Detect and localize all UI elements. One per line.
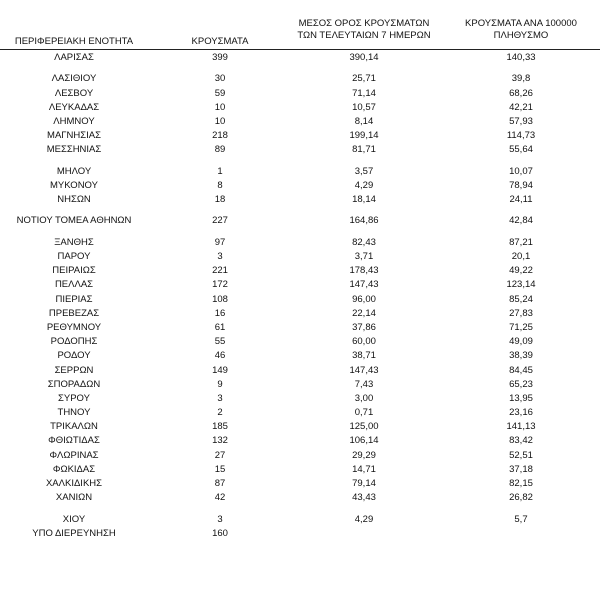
per-100000-cell: 82,15 [509,478,533,489]
per-100000-cell: 26,82 [509,492,533,504]
per-100000-cell: 49,22 [509,265,533,277]
avg-7-days-cell: 82,43 [352,236,376,248]
region-name-cell: ΜΥΚΟΝΟΥ [50,179,98,191]
avg-7-days-cell: 4,29 [354,179,374,191]
region-name-cell: ΤΡΙΚΑΛΩΝ [50,421,98,433]
table-row [0,378,600,392]
table-row [0,72,600,86]
region-name-cell: ΦΩΚΙΔΑΣ [52,463,96,475]
cases-cell: 18 [214,194,226,206]
avg-7-days-cell: 60,00 [352,336,376,348]
region-name-cell: ΜΑΓΝΗΣΙΑΣ [47,130,101,142]
table-row [0,214,600,228]
avg-7-days-cell: 7,43 [354,378,374,390]
table-row [0,307,600,321]
cases-cell: 42 [214,492,226,504]
cases-cell: 1 [217,165,223,177]
per-100000-cell: 123,14 [506,279,536,291]
table-row [0,236,600,250]
per-100000-cell: 37,18 [509,463,533,475]
avg-7-days-cell: 29,29 [352,449,376,461]
avg-7-days-cell: 199,14 [349,130,379,142]
per-100000-cell: 141,13 [506,421,536,433]
avg-7-days-cell: 8,14 [354,115,374,127]
table-row [0,349,600,363]
cases-cell: 89 [214,144,226,156]
table-row [0,527,600,541]
per-100000-cell: 57,93 [509,115,533,127]
avg-7-days-cell: 125,00 [349,421,379,433]
cases-cell: 87 [214,478,226,489]
cases-cell: 2 [217,407,223,419]
region-name-cell: ΥΠΟ ΔΙΕΡΕΥΝΗΣΗ [32,527,116,539]
cases-cell: 8 [217,179,223,191]
per-100000-cell: 140,33 [506,52,536,63]
region-name-cell: ΣΠΟΡΑΔΩΝ [47,378,101,390]
header-per-line1: ΚΡΟΥΣΜΑΤΑ ΑΝΑ 100000 [465,18,577,29]
region-name-cell: ΧΑΛΚΙΔΙΚΗΣ [45,478,103,489]
header-per-100000 [451,18,591,42]
table-row [0,193,600,207]
cases-cell: 55 [214,336,226,348]
avg-7-days-cell: 96,00 [352,293,376,305]
region-name-cell: ΜΕΣΣΗΝΙΑΣ [46,144,102,156]
region-name-cell: ΡΟΔΟΠΗΣ [50,336,98,348]
cases-cell: 59 [214,87,226,99]
region-name-cell: ΠΙΕΡΙΑΣ [55,293,93,305]
cases-cell: 3 [217,251,223,262]
table-row [0,406,600,420]
avg-7-days-cell: 22,14 [352,307,376,319]
per-100000-cell: 84,45 [509,364,533,376]
table-row [0,434,600,448]
avg-7-days-cell: 3,57 [354,165,374,177]
per-100000-cell: 87,21 [509,236,533,248]
cases-cell: 227 [212,215,228,227]
cases-cell: 9 [217,378,223,390]
avg-7-days-cell: 81,71 [352,144,376,156]
region-name-cell: ΞΑΝΘΗΣ [54,236,94,248]
per-100000-cell: 85,24 [509,293,533,305]
per-100000-cell: 65,23 [509,378,533,390]
avg-7-days-cell: 4,29 [354,513,374,525]
table-row [0,250,600,264]
avg-7-days-cell: 178,43 [349,265,379,277]
avg-7-days-cell: 164,86 [349,215,379,227]
table-row [0,335,600,349]
cases-cell: 160 [212,527,228,539]
per-100000-cell: 24,11 [509,194,533,206]
per-100000-cell: 52,51 [509,449,533,461]
region-name-cell: ΦΘΙΩΤΙΔΑΣ [48,435,100,447]
cases-cell: 172 [212,279,228,291]
region-name-cell: ΜΗΛΟΥ [56,165,92,177]
header-avg-line1: ΜΕΣΟΣ ΟΡΟΣ ΚΡΟΥΣΜΑΤΩΝ [298,18,430,29]
avg-7-days-cell: 10,57 [352,101,376,113]
region-name-cell: ΛΗΜΝΟΥ [53,115,95,127]
per-100000-cell: 5,7 [514,513,528,525]
avg-7-days-cell: 79,14 [352,478,376,489]
avg-7-days-cell: 18,14 [352,194,376,206]
region-name-cell: ΤΗΝΟΥ [57,407,91,419]
cases-cell: 185 [212,421,228,433]
table-row [0,449,600,463]
region-name-cell: ΛΕΣΒΟΥ [54,87,94,99]
region-name-cell: ΧΑΝΙΩΝ [55,492,93,504]
region-name-cell: ΣΥΡΟΥ [58,392,90,404]
region-name-cell: ΝΟΤΙΟΥ ΤΟΜΕΑ ΑΘΗΝΩΝ [16,215,132,227]
region-name-cell: ΡΟΔΟΥ [57,350,91,362]
cases-cell: 221 [212,265,228,277]
table-row [0,115,600,129]
table-row [0,101,600,115]
avg-7-days-cell: 147,43 [349,279,379,291]
cases-cell: 149 [212,364,228,376]
table-row [0,321,600,335]
cases-cell: 3 [217,392,223,404]
table-row [0,179,600,193]
per-100000-cell: 38,39 [509,350,533,362]
cases-table [0,51,600,541]
per-100000-cell: 83,42 [509,435,533,447]
region-name-cell: ΧΙΟΥ [62,513,86,525]
region-name-cell: ΦΛΩΡΙΝΑΣ [49,449,99,461]
per-100000-cell: 27,83 [509,307,533,319]
header-region: ΠΕΡΙΦΕΡΕΙΑΚΗ ΕΝΟΤΗΤΑ [14,36,134,47]
per-100000-cell: 42,84 [509,215,533,227]
avg-7-days-cell: 43,43 [352,492,376,504]
per-100000-cell: 55,64 [509,144,533,156]
table-row [0,477,600,491]
region-name-cell: ΣΕΡΡΩΝ [54,364,94,376]
table-row [0,491,600,505]
cases-cell: 16 [214,307,226,319]
cases-cell: 61 [214,321,226,333]
table-row [0,463,600,477]
region-name-cell: ΛΕΥΚΑΔΑΣ [48,101,100,113]
per-100000-cell: 13,95 [509,392,533,404]
table-row [0,129,600,143]
cases-cell: 3 [217,513,223,525]
cases-cell: 132 [212,435,228,447]
region-name-cell: ΠΑΡΟΥ [57,251,91,262]
avg-7-days-cell: 0,71 [354,407,374,419]
avg-7-days-cell: 106,14 [349,435,379,447]
header-avg-line2: ΤΩΝ ΤΕΛΕΥΤΑΙΩΝ 7 ΗΜΕΡΩΝ [297,30,431,41]
table-row [0,392,600,406]
avg-7-days-cell: 3,71 [354,251,374,262]
region-name-cell: ΠΕΛΛΑΣ [54,279,94,291]
table-row [0,264,600,278]
per-100000-cell: 20,1 [511,251,531,262]
cases-cell: 30 [214,73,226,85]
cases-cell: 10 [214,115,226,127]
avg-7-days-cell: 38,71 [352,350,376,362]
cases-cell: 399 [212,52,228,63]
per-100000-cell: 114,73 [506,130,536,142]
table-row [0,165,600,179]
avg-7-days-cell: 37,86 [352,321,376,333]
table-row [0,51,600,65]
table-row [0,513,600,527]
region-name-cell: ΡΕΘΥΜΝΟΥ [46,321,102,333]
avg-7-days-cell: 25,71 [352,73,376,85]
per-100000-cell: 68,26 [509,87,533,99]
header-cases: ΚΡΟΥΣΜΑΤΑ [191,36,249,47]
region-name-cell: ΠΡΕΒΕΖΑΣ [48,307,100,319]
per-100000-cell: 71,25 [509,321,533,333]
cases-cell: 108 [212,293,228,305]
cases-cell: 46 [214,350,226,362]
avg-7-days-cell: 71,14 [352,87,376,99]
cases-cell: 27 [214,449,226,461]
cases-cell: 15 [214,463,226,475]
table-row [0,364,600,378]
region-name-cell: ΝΗΣΩΝ [57,194,91,206]
region-name-cell: ΠΕΙΡΑΙΩΣ [52,265,96,277]
table-row [0,143,600,157]
cases-cell: 218 [212,130,228,142]
per-100000-cell: 49,09 [509,336,533,348]
per-100000-cell: 78,94 [509,179,533,191]
region-name-cell: ΛΑΣΙΘΙΟΥ [51,73,97,85]
header-rule [0,49,600,50]
per-100000-cell: 10,07 [509,165,533,177]
per-100000-cell: 23,16 [509,407,533,419]
header-avg-7-days [294,18,434,42]
avg-7-days-cell: 3,00 [354,392,374,404]
avg-7-days-cell: 147,43 [349,364,379,376]
avg-7-days-cell: 14,71 [352,463,376,475]
table-row [0,87,600,101]
per-100000-cell: 42,21 [509,101,533,113]
table-row [0,420,600,434]
table-row [0,278,600,292]
cases-cell: 97 [214,236,226,248]
cases-cell: 10 [214,101,226,113]
per-100000-cell: 39,8 [511,73,531,85]
table-row [0,293,600,307]
avg-7-days-cell: 390,14 [349,52,379,63]
region-name-cell: ΛΑΡΙΣΑΣ [54,52,94,63]
header-per-line2: ΠΛΗΘΥΣΜΟ [493,30,549,41]
